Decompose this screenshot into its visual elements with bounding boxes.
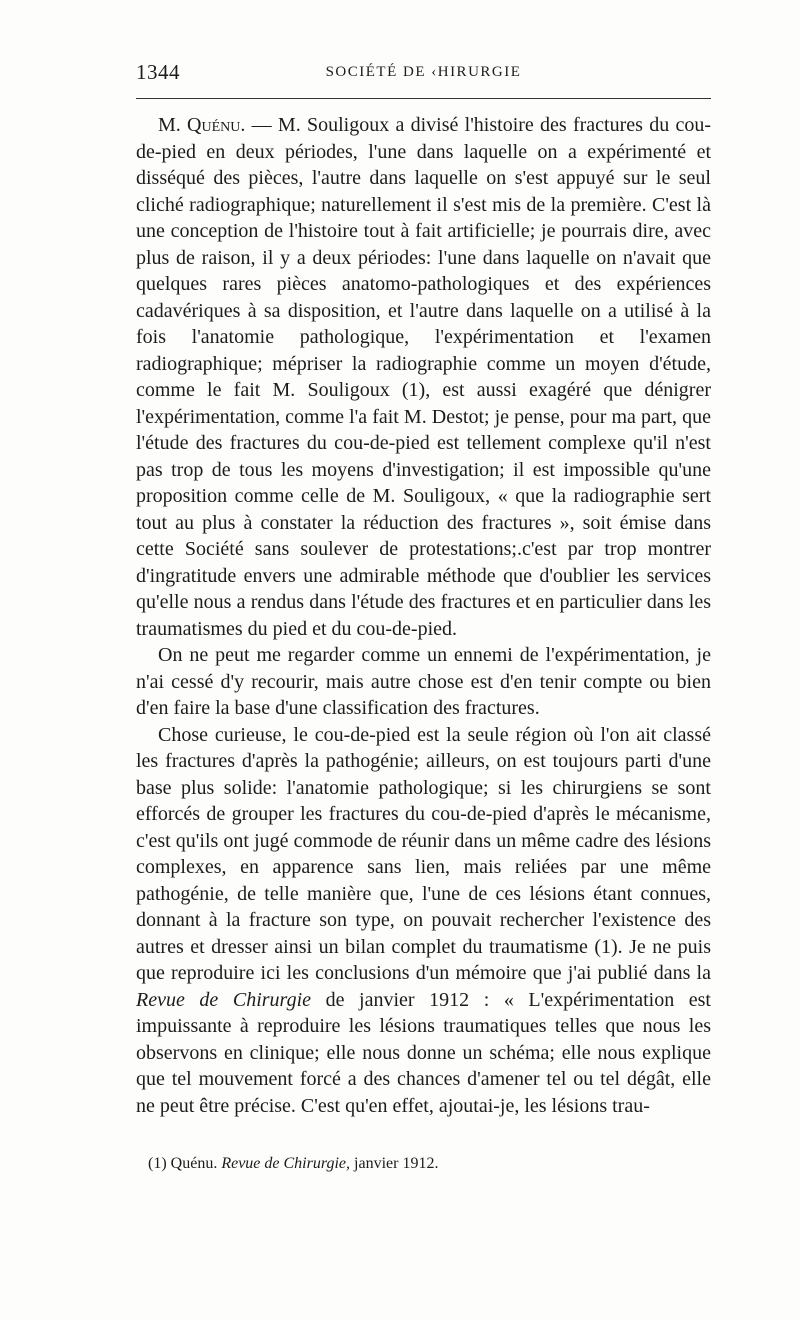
footnote — [148, 1153, 708, 1175]
paragraph-2: On ne peut me regarder comme un ennemi de l'expérimentation, je n'ai cessé d'y recourir, mais autre chose est d'en tenir compte ou bien d'en faire la base d'une classification des fractures. — [136, 644, 711, 719]
journal-title: Revue de Chirurgie — [136, 988, 312, 1011]
running-head — [136, 60, 711, 88]
header-rule — [136, 98, 711, 99]
paragraph-1-text: — M. Souligoux a divisé l'histoire des fractures du cou-de-pied en deux périodes, l'une dans laquelle on a expérimenté et disséqué des pièces, l'autre dans laquelle on s'est appuyé sur le seul cliché radiographique; naturellement il s'est mis de la première. C'est là une conception de l'histoire tout à fait artificielle; je pourrais dire, avec plus de raison, il y a deux périodes: l'une dans laquelle on n'avait que quelques rares pièces anatomo-pathologiques et des expériences cadavériques à sa disposition, et l'autre dans laquelle on a utilisé à la fois l'anatomie pathologique, l'expérimentation et l'examen radiographique; mépriser la radiographie comme un moyen d'étude, comme le fait M. Souligoux (1), est aussi exagéré que dénigrer l'expérimentation, comme l'a fait M. Destot; je pense, pour ma part, que l'étude des fractures du cou-de-pied est tellement complexe qu'il n'est pas trop de tous les moyens d'investigation; il est impossible qu'une proposition comme celle de M. Souligoux, « que la radiographie sert tout au plus à constater la réduction des fractures », soit émise dans cette Société sans soulever de protestations;.c'est par trop montrer d'ingratitude envers une admirable méthode que d'oublier les services qu'elle nous a rendus dans l'étude des fractures et en particulier dans les traumatismes du pied et du cou-de-pied. — [136, 114, 711, 640]
paragraph-3-text-b: de janvier 1912 : « L'expérimentation est impuissante à reproduire les lésions traumatiques telles que nous les observons en clinique; elle nous donne un schéma; elle nous explique que tel mouvement forcé a des chances d'amener tel ou tel dégât, elle ne peut être précise. C'est qu'en effet, ajoutai-je, les lésions trau- — [136, 988, 711, 1117]
running-title: SOCIÉTÉ DE ‹HIRURGIE — [325, 64, 522, 80]
paragraph-3-text-a: Chose curieuse, le cou-de-pied est la seule région où l'on ait classé les fractures d'après la pathogénie; ailleurs, on est toujours parti d'une base plus solide: l'anatomie pathologique; si les chirurgiens se sont efforcés de grouper les fractures du cou-de-pied d'après le mécanisme, c'est qu'ils ont jugé commode de réunir dans un même cadre des lésions complexes, en apparence sans lien, mais reliées par une même pathogénie, de telle manière que, l'une de ces lésions étant connues, donnant à la fracture son type, on pouvait rechercher l'existence des autres et dresser ainsi un bilan complet du traumatisme (1). Je ne puis que reproduire ici les conclusions d'un mémoire que j'ai publié dans la — [136, 723, 711, 984]
body-text — [136, 112, 711, 1119]
speaker-name: M. Quénu. — [158, 114, 246, 136]
footnote-text-a: (1) Quénu. — [148, 1155, 222, 1172]
footnote-journal: Revue de Chirurgie, — [221, 1155, 351, 1172]
paragraph-1 — [136, 112, 711, 642]
paragraph-3 — [136, 722, 711, 1120]
footnote-text-b: janvier 1912. — [350, 1155, 439, 1172]
page-number: 1344 — [136, 60, 180, 84]
